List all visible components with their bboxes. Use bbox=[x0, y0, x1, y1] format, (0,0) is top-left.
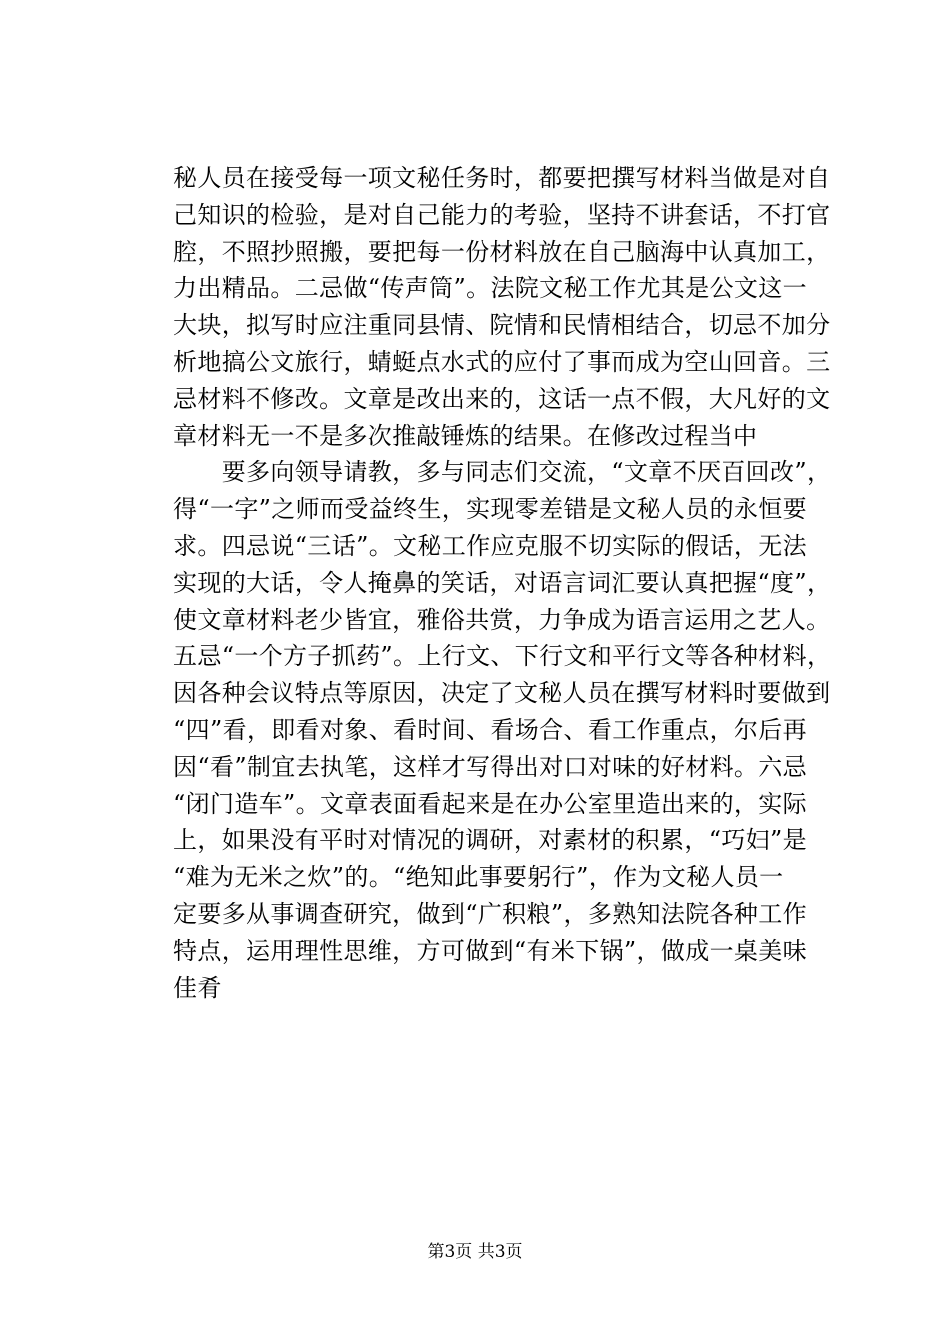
text-line: 大块，拟写时应注重同县情、院情和民情相结合，切忌不加分 bbox=[173, 311, 831, 340]
text-line: 力出精品。二忌做“传声筒”。法院文秘工作尤其是公文这一 bbox=[173, 274, 807, 303]
text-line: 使文章材料老少皆宜，雅俗共赏，力争成为语言运用之艺人。 bbox=[173, 605, 831, 634]
text-line: “难为无米之炊”的。“绝知此事要躬行”，作为文秘人员一 bbox=[173, 863, 784, 892]
text-line: 五忌“一个方子抓药”。上行文、下行文和平行文等各种材料， bbox=[173, 642, 832, 671]
text-line: 章材料无一不是多次推敲锤炼的结果。在修改过程当中 bbox=[173, 421, 758, 450]
text-line: “四”看，即看对象、看时间、看场合、看工作重点，尔后再 bbox=[173, 715, 807, 744]
text-line: 要多向领导请教，多与同志们交流，“文章不厌百回改”， bbox=[173, 458, 832, 487]
text-line: 己知识的检验，是对自己能力的考验，坚持不讲套话，不打官 bbox=[173, 200, 831, 229]
text-line: 腔，不照抄照搬，要把每一份材料放在自己脑海中认真加工， bbox=[173, 237, 831, 266]
text-line: 实现的大话，令人掩鼻的笑话，对语言词汇要认真把握“度”， bbox=[173, 568, 832, 597]
text-line: 因“看”制宜去执笔，这样才写得出对口对味的好材料。六忌 bbox=[173, 752, 807, 781]
text-line: 因各种会议特点等原因，决定了文秘人员在撰写材料时要做到 bbox=[173, 679, 831, 708]
text-line: 特点，运用理性思维，方可做到“有米下锅”，做成一桌美味 bbox=[173, 936, 807, 965]
text-line: 析地搞公文旅行，蜻蜓点水式的应付了事而成为空山回音。三 bbox=[173, 347, 831, 376]
text-line: 上，如果没有平时对情况的调研，对素材的积累，“巧妇”是 bbox=[173, 826, 807, 855]
body-text bbox=[173, 160, 833, 1006]
text-line: 佳肴 bbox=[173, 973, 222, 1002]
text-line: 得“一字”之师而受益终生，实现零差错是文秘人员的永恒要 bbox=[173, 495, 807, 524]
text-line: “闭门造车”。文章表面看起来是在办公室里造出来的，实际 bbox=[173, 789, 807, 818]
page-number-footer: 第3页 共3页 bbox=[427, 1242, 523, 1262]
text-line: 秘人员在接受每一项文秘任务时，都要把撰写材料当做是对自 bbox=[173, 164, 831, 192]
text-line: 求。四忌说“三话”。文秘工作应克服不切实际的假话，无法 bbox=[173, 531, 807, 560]
text-line: 忌材料不修改。文章是改出来的，这话一点不假，大凡好的文 bbox=[173, 384, 831, 413]
text-line: 定要多从事调查研究，做到“广积粮”，多熟知法院各种工作 bbox=[173, 899, 807, 928]
